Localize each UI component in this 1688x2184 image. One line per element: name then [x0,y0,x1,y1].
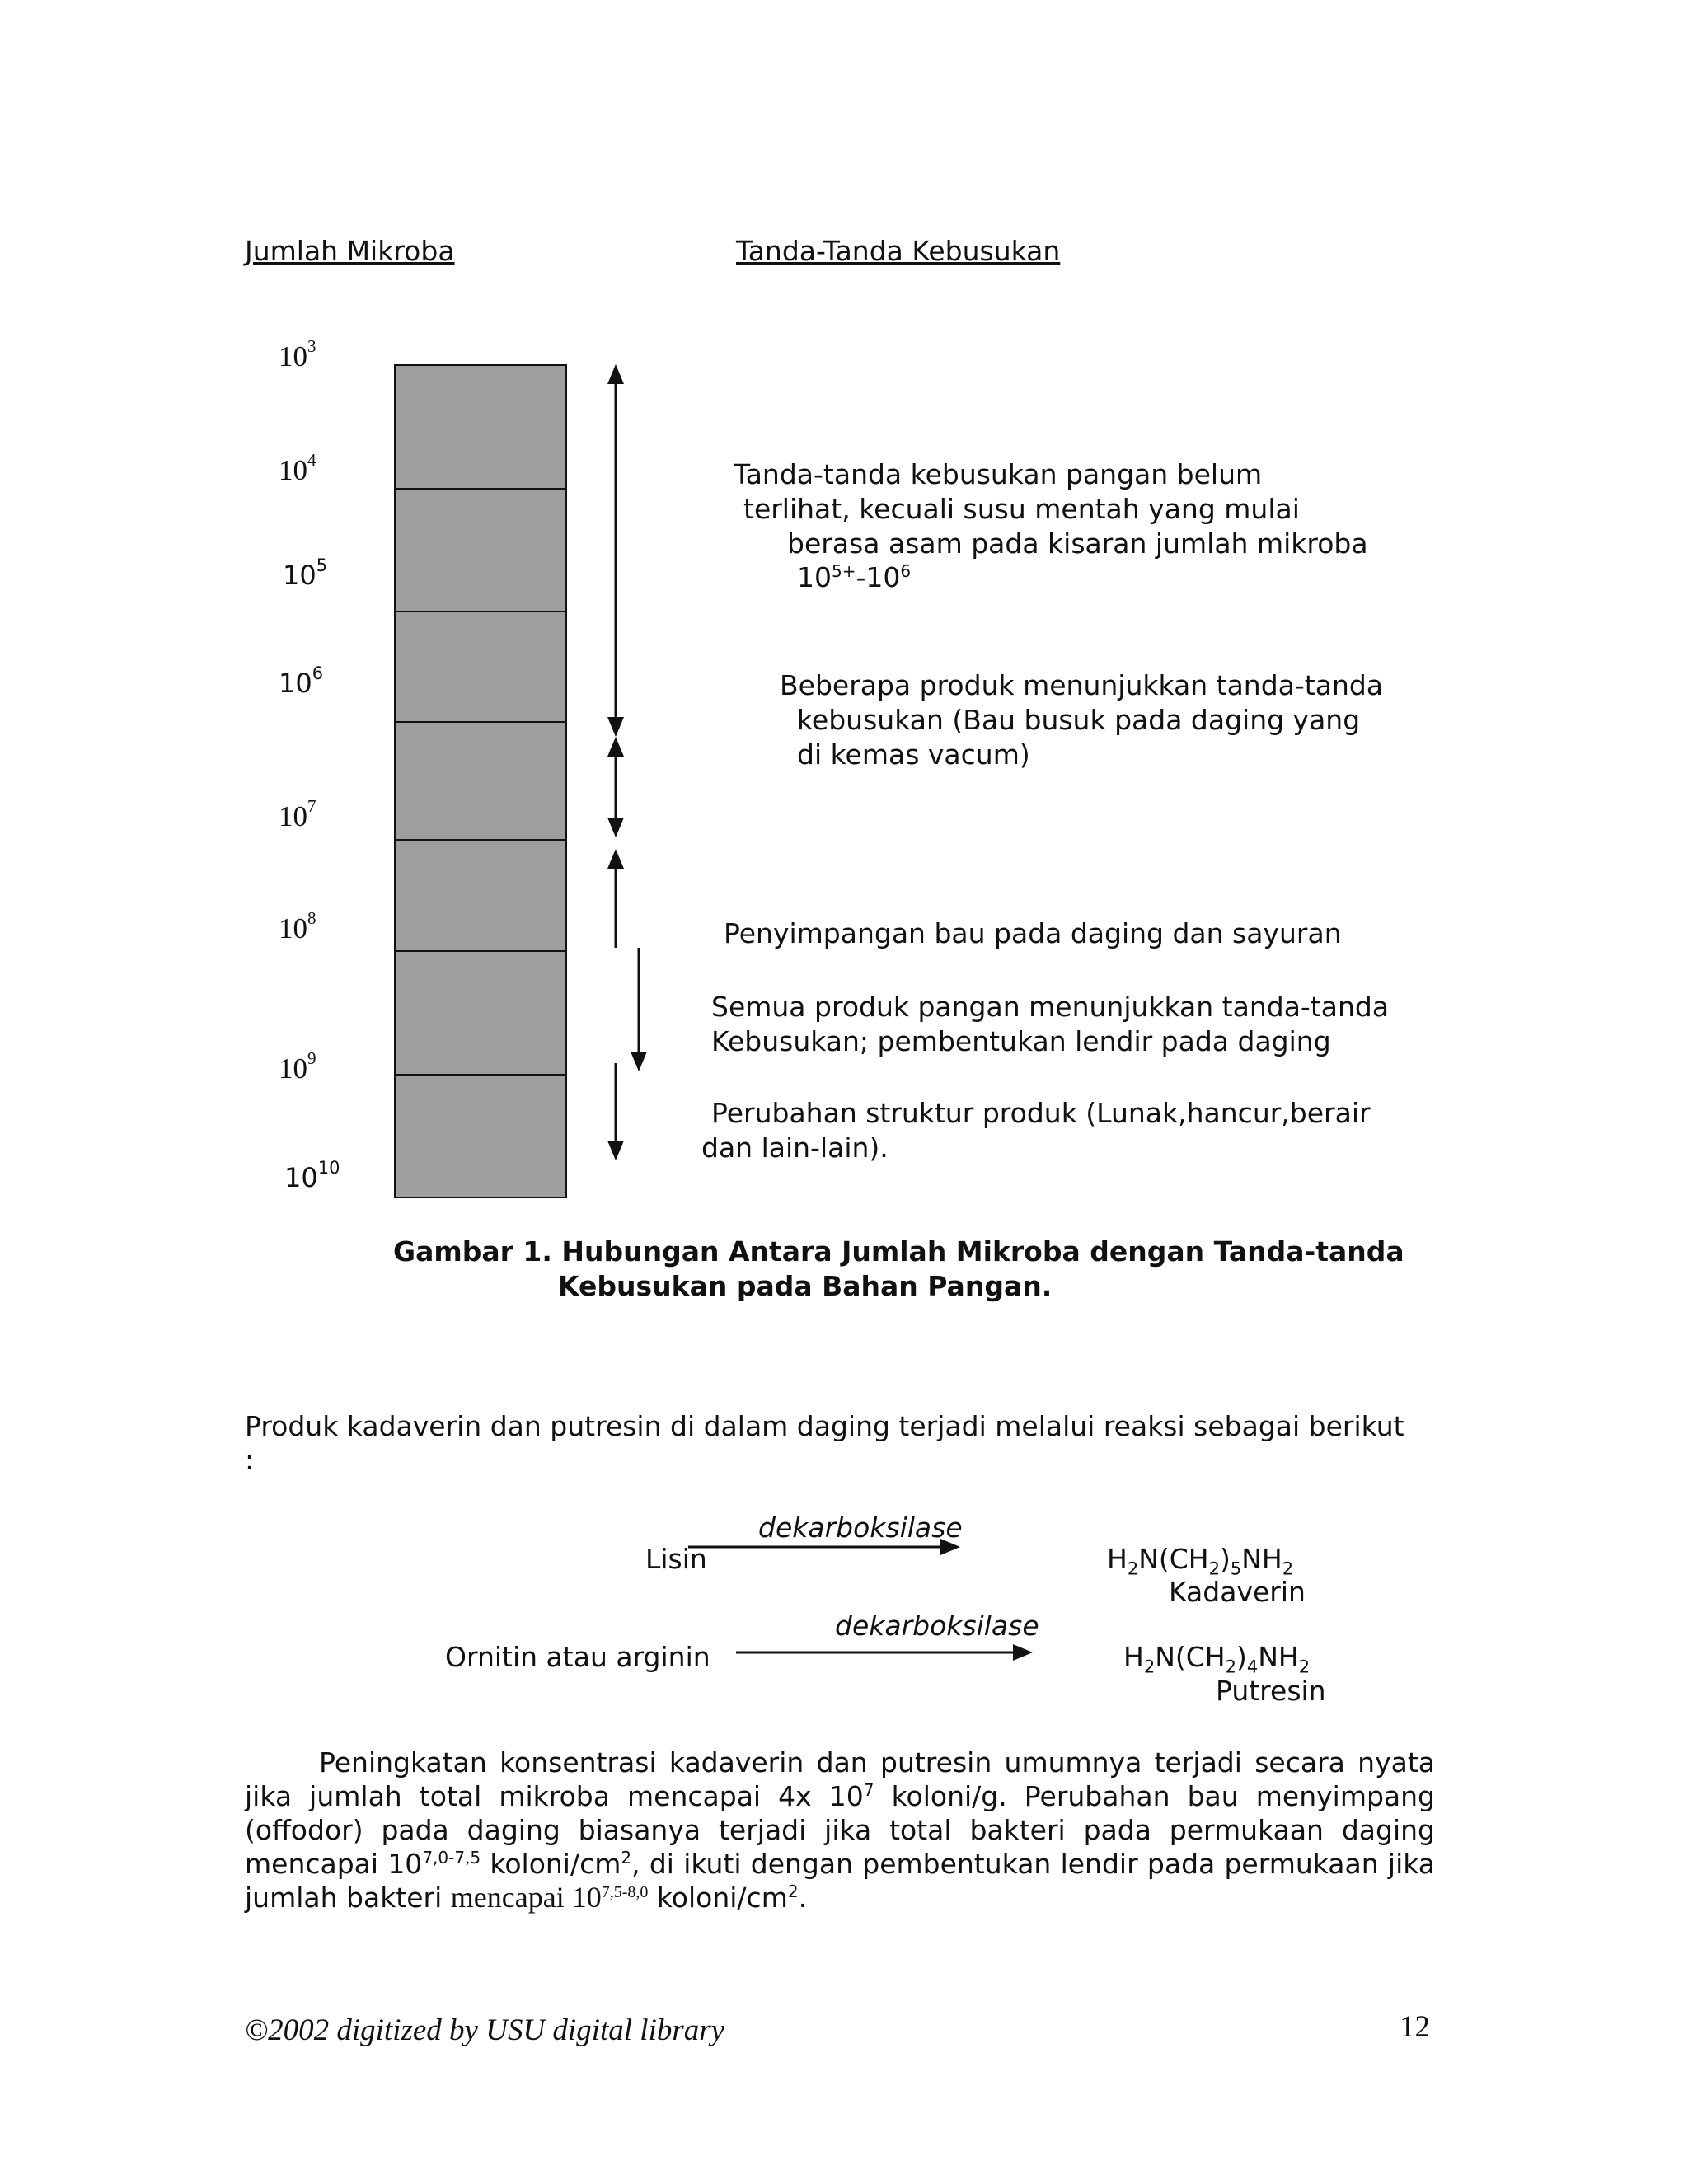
arrow-up-head [607,849,624,869]
arrow-down-head [607,1141,624,1160]
arrow-down-head [607,818,624,837]
scale-bar-segment [394,950,567,1076]
stage-3-text: Penyimpangan bau pada daging dan sayuran [724,917,1342,949]
range-arrows [577,354,676,1170]
scale-bar-segment [394,1074,567,1198]
arrow-up-head [607,364,624,384]
footer-credit: ©2002 digitized by USU digital library [245,2013,725,2047]
enzyme-label: dekarboksilase [758,1511,963,1544]
reaction-arrow [688,1535,968,1559]
scale-bar-segment [394,721,567,841]
product-formula: $H_2N(CH_2)_4NH_2$ [1123,1641,1311,1677]
tick-label: $10^7$ [279,796,316,832]
stage-4-line: Semua produk pangan menunjukkan tanda-tanda [711,991,1390,1023]
stage-1-line: terlihat, kecuali susu mentah yang mulai [743,493,1300,525]
column-header-microbe-count: Jumlah Mikroba [245,235,455,267]
figure-caption-line: Gambar 1. Hubungan Antara Jumlah Mikroba dengan Tanda-tanda [393,1235,1404,1268]
stage-1-line: Tanda-tanda kebusukan pangan belum [734,458,1263,490]
stage-2-line: di kemas vacum) [797,738,1030,771]
intro-text: Produk kadaverin dan putresin di dalam daging terjadi melalui reaksi sebagai berikut [245,1410,1404,1442]
body-paragraph: Peningkatan konsentrasi kadaverin dan putresin umumnya terjadi secara nyata jika jumlah total mikroba mencapai 4x $10^7$ koloni/g. Perubahan bau menyimpang (offodor) pada daging biasanya terjadi jika total bakteri pada permukaan daging mencapai 10$^{7,0-7,5}$ koloni/$cm^2$, di ikuti dengan pembentukan lendir pada permukaan jika jumlah bakteri mencapai 10$^{7,5-8,0}$ koloni/$cm^2$. [245,1746,1436,1914]
arrow-down-head [607,717,624,737]
tick-label: $10^4$ [279,450,316,486]
tick-label: $10^6$ [279,663,324,699]
tick-label: $10^9$ [279,1048,316,1085]
figure-caption-line: Kebusukan pada Bahan Pangan. [558,1270,1053,1302]
scale-bar-segment [394,488,567,612]
stage-5-line: dan lain-lain). [701,1132,889,1164]
stage-1-range: $10^{5+}-10^6$ [797,561,912,593]
scale-bar-segment [394,364,567,490]
reactant-label: Lisin [645,1543,707,1575]
scale-bar-segment [394,839,567,952]
stage-5-line: Perubahan struktur produk (Lunak,hancur,berair [711,1097,1371,1129]
arrow-up-head [607,737,624,757]
scale-bar-segment [394,611,567,723]
tick-label: $10^5$ [283,555,328,591]
tick-label: $10^3$ [279,336,316,373]
reaction-arrow [736,1640,1041,1665]
page-number: 12 [1400,2010,1430,2044]
reactant-label: Ornitin atau arginin [445,1641,710,1673]
tick-label: $10^{10}$ [284,1158,340,1193]
intro-text: : [245,1444,255,1476]
stage-4-line: Kebusukan; pembentukan lendir pada daging [711,1025,1331,1057]
product-formula: $H_2N(CH_2)_5NH_2$ [1107,1543,1294,1579]
product-name: Putresin [1216,1675,1326,1707]
stage-1-line: berasa asam pada kisaran jumlah mikroba [787,527,1368,560]
tick-label: $10^8$ [279,908,316,944]
stage-2-line: kebusukan (Bau busuk pada daging yang [797,704,1361,736]
arrow-down-head [631,1052,647,1071]
column-header-spoilage-signs: Tanda-Tanda Kebusukan [736,235,1061,267]
product-name: Kadaverin [1169,1576,1306,1608]
enzyme-label: dekarboksilase [835,1610,1039,1642]
stage-2-line: Beberapa produk menunjukkan tanda-tanda [780,669,1384,701]
